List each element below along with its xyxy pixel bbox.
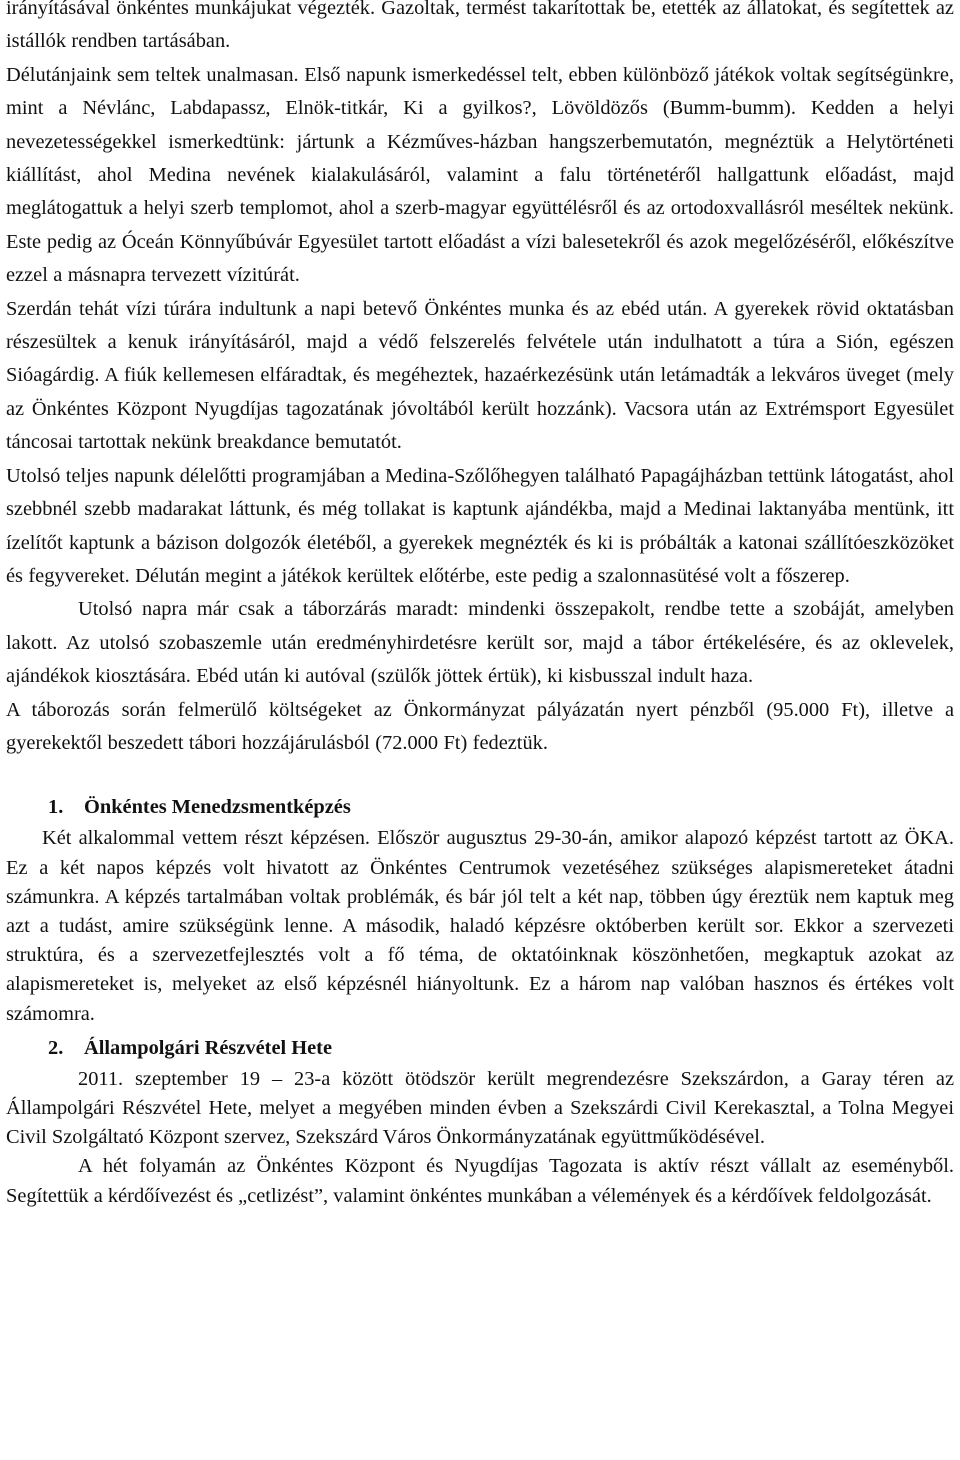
section-volunteer-management xyxy=(6,790,954,1028)
paragraph-last-day: Utolsó napra már csak a táborzárás maradt: mindenki összepakolt, rendbe tette a szobáját, amelyben lakott. Az utolsó szobaszemle után eredményhirdetésre került sor, majd a tábor értékelésére, és az oklevelek, ajándékok kiosztására. Ebéd után ki autóval (szülők jöttek értük), ki kisbusszal indult haza. xyxy=(6,598,954,688)
section-body: Két alkalommal vettem részt képzésen. Először augusztus 29-30-án, amikor alapozó képzést tartott az ÖKA. Ez a két napos képzés volt hivatott az Önkéntes Centrumok vezetéséhez szükséges alapismereteket átadni számunkra. A képzés tartalmában voltak problémák, és bár jól telt a két nap, többen úgy éreztük nem kaptuk meg azt a tudást, amire szükségünk lenne. A második, haladó képzésre októberben került sor. Ekkor a szervezeti struktúra, és a szervezetfejlesztés volt a fő téma, de oktatóinknak köszönhetően, megkaptuk azokat az alapismereteket is, melyeket az első képzésnél hiányoltunk. Ez a három nap valóban hasznos és értékes volt számomra. xyxy=(6,827,954,1025)
section-number: 2. xyxy=(48,1036,64,1059)
paragraph-farm-work: irányításával önkéntes munkájukat végezték. Gazoltak, termést takarítottak be, etették az állatokat, és segítettek az istállók rendben tartásában. xyxy=(6,0,954,53)
section-number: 1. xyxy=(48,796,64,819)
section-body: A hét folyamán az Önkéntes Központ és Nyugdíjas Tagozata is aktív részt vállalt az eseményből. Segítettük a kérdőívezést és „cetlizést”, valamint önkéntes munkában a vélemények és a kérdőívek feldolgozását. xyxy=(6,1155,954,1207)
section-heading xyxy=(6,1031,954,1065)
paragraph-afternoons: Délutánjaink sem teltek unalmasan. Első napunk ismerkedéssel telt, ebben különböző játékok voltak segítségünkre, mint a Névlánc, Labdapassz, Elnök-titkár, Ki a gyilkos?, Lövöldözős (Bumm-bumm). Kedden a helyi nevezetességekkel ismerkedtünk: jártunk a Kézműves-házban hangszerbemutatón, megnéztük a Helytörténeti kiállítást, ahol Medina nevének kialakulásáról, valamint a falu történetéről hallgattunk előadást, majd meglátogattuk a helyi szerb templomot, ahol a szerb-magyar együttélésről és az ortodoxvallásról meséltek nekünk. Este pedig az Óceán Könnyűbúvár Egyesület tartott előadást a vízi balesetekről és azok megelőzéséről, előkészítve ezzel a másnapra tervezett vízitúrát. xyxy=(6,63,954,287)
section-heading xyxy=(6,790,954,824)
paragraph-last-full-day: Utolsó teljes napunk délelőtti programjában a Medina-Szőlőhegyen található Papagájházban tettünk látogatást, ahol szebbnél szebb madarakat láttunk, és még tollakat is kaptunk ajándékba, majd a Medinai laktanyába mentünk, itt ízelítőt kaptunk a bázison dolgozók életéből, a gyerekek megnézték és ki is próbálták a katonai szállítóeszközöket és fegyvereket. Délután megint a játékok kerültek előtérbe, este pedig a szalonnasütésé volt a főszerep. xyxy=(6,464,954,587)
section-title: Önkéntes Menedzsmentképzés xyxy=(84,796,351,819)
paragraph-wednesday: Szerdán tehát vízi túrára indultunk a napi betevő Önkéntes munka és az ebéd után. A gyerekek rövid oktatásban részesültek a kenuk irányításáról, majd a védő felszerelés felvétele után indulhatott a túra a Sión, egészen Sióagárdig. A fiúk kellemesen elfáradtak, és megéheztek, hazaérkezésünk után letámadták a lekváros üveget (mely az Önkéntes Központ Nyugdíjas tagozatának jóvoltából került hozzánk). Vacsora után az Extrémsport Egyesület táncosai tartottak nekünk breakdance bemutatót. xyxy=(6,297,954,454)
camp-report-block xyxy=(6,0,954,760)
section-civic-participation-week xyxy=(6,1031,954,1211)
section-body: 2011. szeptember 19 – 23-a között ötödször került megrendezésre Szekszárdon, a Garay téren az Állampolgári Részvétel Hete, melyet a megyében minden évben a Szekszárdi Civil Kerekasztal, a Tolna Megyei Civil Szolgáltató Központ szervez, Szekszárd Város Önkormányzatának együttműködésével. xyxy=(6,1067,954,1149)
section-title: Állampolgári Részvétel Hete xyxy=(84,1036,333,1059)
paragraph-costs: A táborozás során felmerülő költségeket az Önkormányzat pályázatán nyert pénzből (95.000 Ft), illetve a gyerekektől beszedett tábori hozzájárulásból (72.000 Ft) fedeztük. xyxy=(6,698,954,754)
